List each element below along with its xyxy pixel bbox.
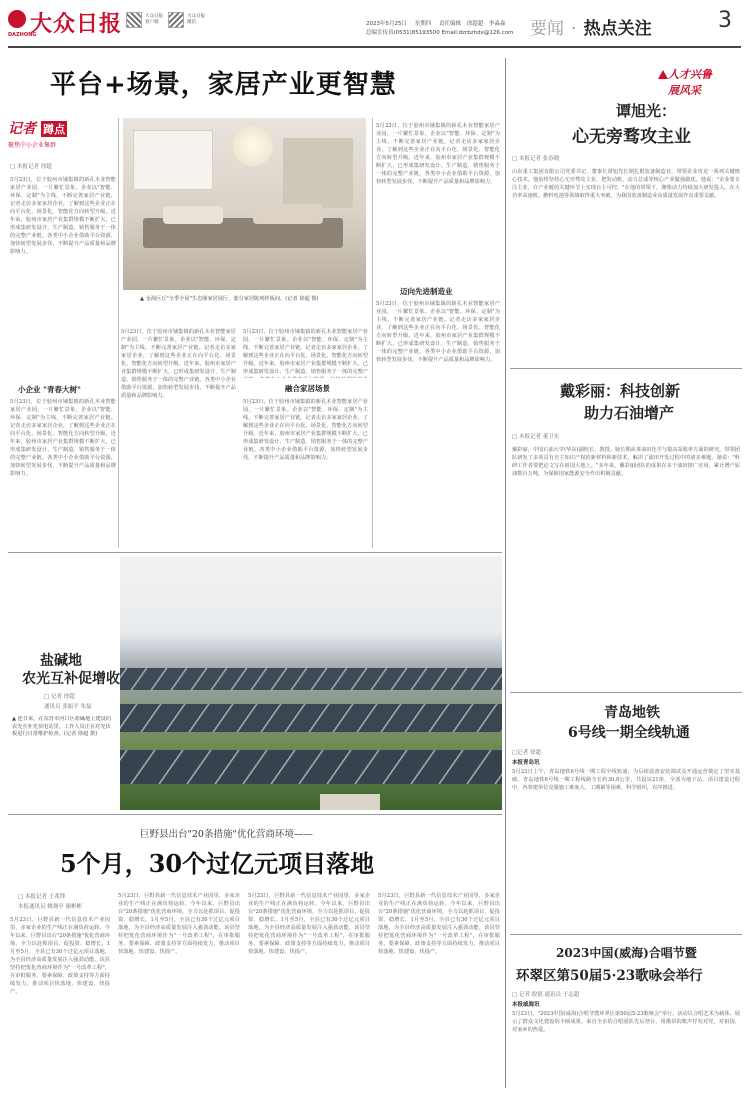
talent-brand [668,66,740,98]
lead-col-4: 5月23日，位于胶州市铺集镇的新孔木业智能家居产业园，一片繁忙景象。企业以"智能、环保、定制"为主线，不断完善家居产业链。记者走访多家家居企业，了解到这些企业正在向平台化、场景化、智能化方向转型升级。近年来，胶州市家居产业集群规模不断扩大，已形成集研发设计、生产制造、销售服务于一体的完整产业链。各类中小企业借助平台资源，加快转型发展步伐，不断提升产品质量和品牌影响力。 [376,123,500,185]
juye-byline-1: □ 本报记者 王兆锋 [18,894,66,900]
editor-label: 责任编辑 [439,21,462,27]
masthead-logo-icon [8,10,26,28]
salt-byline-2: 通讯员 张振平 朱磊 [44,704,92,710]
lead-col-3b: 5月23日，位于胶州市铺集镇的新孔木业智能家居产业园，一片繁忙景象。企业以"智能、环保、定制"为主线，不断完善家居产业链。记者走访多家家居企业，了解到这些企业正在向平台化、场景化、智能化方向转型升级。近年来，胶州市家居产业集群规模不断扩大，已形成集研发设计、生产制造、销售服务于一体的完整产业链。各类中小企业借助平台资源，加快转型发展步伐，不断提升产品质量和品牌影响力。 [243,399,368,461]
lead-col-4b: 5月23日，位于胶州市铺集镇的新孔木业智能家居产业园，一片繁忙景象。企业以"智能、环保、定制"为主线，不断完善家居产业链。记者走访多家家居企业，了解到这些企业正在向平台化、场景化、智能化方向转型升级。近年来，胶州市家居产业集群规模不断扩大，已形成集研发设计、生产制造、销售服务于一体的完整产业链。各类中小企业借助平台资源，加快转型发展步伐，不断提升产品质量和品牌影响力。 [376,301,500,363]
lead-subhead-3: 迈向先进制造业 [400,287,453,296]
dai-bottom-rule [510,692,742,693]
festival-byline: □ 记者 殷德 通讯员 于志超 [512,992,580,998]
badge-main: 记者 [8,121,36,137]
section-label: 要闻 [530,19,564,39]
festival-title-1: 2023中国(威海)合唱节暨 [556,946,697,960]
juye-col-3: 5月23日，巨野县新一代信息技术产业园里，多家企业的生产线正在满负荷运转。今年以来，巨野县出台"20条措施"优化营商环境，全力以赴抓项目、促投资、稳增长。1月至5月，全县已有30个过亿元项目落地，为全县经济高质量发展注入强劲动能。该县坚持把优化营商环境作为"一号改革工程"，在审批服务、要素保障、政策支持等方面持续发力，推动项目快落地、快建设、快投产。 [248,893,370,955]
lead-subhead-1: 小企业 "青春大树" [18,385,81,394]
wechat-qr-icon [168,12,184,28]
page-number: 3 [718,8,732,33]
reporter-badge [8,118,108,156]
festival-body: 5月23日，"2023中国(威海)合唱节暨环翠区第50届5·23歌咏会"举行。活动以合唱艺术为载体，展示了群众文化建设的丰硕成果。来自全市的合唱团队先后登台，用激昂的歌声抒发对党、对祖国、对家乡的热爱。 [512,1011,740,1033]
masthead-title: 大众日报 [30,11,123,37]
issue-weekday: 星期四 [414,21,432,27]
salt-title-1: 盐碱地 [40,653,82,669]
juye-kicker: 巨野县出台"20条措施"优化营商环境—— [140,829,313,840]
tan-byline: □ 本报记者 张春晓 [512,156,560,162]
metro-byline: □记者 徐超 [512,750,541,756]
editor-name: 徐超超 [466,21,484,27]
salt-photo [120,556,502,810]
masthead-subtitle: DAZHONG [8,32,37,38]
contact-line: 总编室传真(0531)85193500 Email:dzrbzhdx@126.com [366,30,514,36]
lead-bottom-rule [8,552,502,553]
badge-sub: 蹲点 [43,123,66,136]
lead-col-1b: 5月23日，位于胶州市铺集镇的新孔木业智能家居产业园，一片繁忙景象。企业以"智能、环保、定制"为主线，不断完善家居产业链。记者走访多家家居企业，了解到这些企业正在向平台化、场景化、智能化方向转型升级。近年来，胶州市家居产业集群规模不断扩大，已形成集研发设计、生产制造、销售服务于一体的完整产业链。各类中小企业借助平台资源，加快转型发展步伐，不断提升产品质量和品牌影响力。 [10,399,116,477]
talent-brand-2: 展风采 [668,84,701,97]
wechat-label: 大众日报 微信 [187,14,205,25]
juye-col-4: 5月23日，巨野县新一代信息技术产业园里，多家企业的生产线正在满负荷运转。今年以来，巨野县出台"20条措施"优化营商环境，全力以赴抓项目、促投资、稳增长。1月至5月，全县已有30个过亿元项目落地，为全县经济高质量发展注入强劲动能。该县坚持把优化营商环境作为"一号改革工程"，在审批服务、要素保障、政策支持等方面持续发力，推动项目快落地、快建设、快投产。 [378,893,500,955]
salt-bottom-rule [8,814,502,815]
juye-headline: 5个月，30个过亿元项目落地 [60,849,375,878]
salt-title-2: 农光互补促增收 [22,671,120,687]
lead-divider-1 [118,118,119,548]
juye-byline-2: 本报通讯员 姚观亭 谢彬彬 [18,904,82,910]
lead-col-1: 5月23日，位于胶州市铺集镇的新孔木业智能家居产业园，一片繁忙景象。企业以"智能、环保、定制"为主线，不断完善家居产业链。记者走访多家家居企业，了解到这些企业正在向平台化、场景化、智能化方向转型升级。近年来，胶州市家居产业集群规模不断扩大，已形成集研发设计、生产制造、销售服务于一体的完整产业链。各类中小企业借助平台资源，加快转型发展步伐，不断提升产品质量和品牌影响力。 [10,177,116,255]
issue-info [366,19,506,27]
tan-title: 心无旁骛攻主业 [572,127,691,147]
tan-body: 山东重工集团有限公司党委书记、董事长谭旭光长期扎根装备制造业，带领企业攻克一系列关键核心技术。他始终坚持心无旁骛攻主业，把发动机、动力总成等核心产业做强做优。他说："企业要专注主业，在产业链的关键环节上实现自主可控。"在他的带领下，潍柴动力持续加大研发投入，在大功率高速机、燃料电池等领域取得重大突破，为我国装备制造业高质量发展作出重要贡献。 [512,169,740,199]
lead-col-3: 5月23日，位于胶州市铺集镇的新孔木业智能家居产业园，一片繁忙景象。企业以"智能、环保、定制"为主线，不断完善家居产业链。记者走访多家家居企业，了解到这些企业正在向平台化、场景化、智能化方向转型升级。近年来，胶州市家居产业集群规模不断扩大，已形成集研发设计、生产制造、销售服务于一体的完整产 [243,329,368,375]
metro-dateline: 本报青岛讯 [512,760,540,766]
section-separator: · [571,19,577,39]
metro-title-2: 6号线一期全线轨通 [568,725,690,741]
juye-col-2: 5月23日，巨野县新一代信息技术产业园里，多家企业的生产线正在满负荷运转。今年以来，巨野县出台"20条措施"优化营商环境，全力以赴抓项目、促投资、稳增长。1月至5月，全县已有30个过亿元项目落地，为全县经济高质量发展注入强劲动能。该县坚持把优化营商环境作为"一号改革工程"，在审批服务、要素保障、政策支持等方面持续发力，推动项目快落地、快建设、快投产。 [118,893,240,955]
proof-name: 李淼淼 [489,21,506,27]
metro-bottom-rule [510,934,742,935]
festival-dateline: 本报威海讯 [512,1002,540,1008]
badge-tag: 聚焦中小企业集群 [8,142,57,149]
talent-brand-1: 人才兴鲁 [668,68,712,81]
salt-byline-1: □ 记者 徐超 [44,694,75,700]
lead-photo-caption: ▲ 金海巨丘"全季全屋"生态圈家居展厅，部分家居陈列样板间。(记者 徐超 摄) [140,296,319,302]
metro-title-1: 青岛地铁 [604,705,660,721]
metro-body: 5月23日上午，青岛地铁6号线一期工程全线轨通，为后续设备安装调试及开通运营奠定了坚实基础。青岛地铁6号线一期工程线路全长约30.8公里，共设站21座，全部为地下站。项目建设过程中，各参建单位克服施工难度大、工期紧等困难，科学组织，有序推进。 [512,769,740,791]
lead-col-2: 5月23日，位于胶州市铺集镇的新孔木业智能家居产业园，一片繁忙景象。企业以"智能、环保、定制"为主线，不断完善家居产业链。记者走访多家家居企业，了解到这些企业正在向平台化、场景化、智能化方向转型升级。近年来，胶州市家居产业集群规模不断扩大，已形成集研发设计、生产制造、销售服务于一体的完整产业链。各类中小企业借助平台资源，加快转型发展步伐，不断提升产品质量和品牌影响力。 [121,329,236,399]
app-label: 大众日报 客户端 [145,14,163,25]
lead-divider-2 [372,118,373,548]
dai-body: 戴彩丽，中国石油大学(华东)副校长、教授。她长期从事油田化学与提高采收率方面的研究，带领团队研发了多项具有自主知识产权的新材料和新技术，解决了油田开发过程中的诸多难题。她说："科研工作者要把论文写在祖国大地上。"多年来，戴彩丽团队的成果在多个油田推广应用，累计增产原油数百万吨，为保障国家能源安全作出积极贡献。 [512,447,740,477]
tan-name: 谭旭光： [616,102,677,120]
tan-bottom-rule [510,368,742,369]
issue-date: 2023年5月25日 [366,21,407,27]
section-tab [530,14,726,42]
header-rule [8,46,741,48]
masthead-block [8,6,208,42]
lead-byline: □ 本报记者 徐超 [10,164,52,170]
main-divider [505,58,506,1088]
column-label: 热点关注 [583,19,652,39]
festival-title-2: 环翠区第50届5·23歌咏会举行 [516,968,703,984]
dai-title: 助力石油增产 [584,404,675,422]
dai-byline: □ 本报记者 董卫东 [512,434,560,440]
talent-star-icon [658,70,668,79]
lead-subhead-2: 融合家居场景 [285,384,330,393]
lead-headline: 平台+场景，家居产业更智慧 [50,70,397,100]
juye-col-1: 5月23日，巨野县新一代信息技术产业园里，多家企业的生产线正在满负荷运转。今年以来，巨野县出台"20条措施"优化营商环境，全力以赴抓项目、促投资、稳增长。1月至5月，全县已有30个过亿元项目落地，为全县经济高质量发展注入强劲动能。该县坚持把优化营商环境作为"一号改革工程"，在审批服务、要素保障、政策支持等方面持续发力，推动项目快落地、快建设、快投产。 [10,917,110,995]
salt-caption: ▲ 连日来，在东营市河口区盐碱地上建设的农光互补光伏电站里，工作人员正在对光伏板进行日常维护检查。(记者 徐超 摄) [12,716,112,737]
dai-name: 戴彩丽：科技创新 [560,382,681,400]
lead-photo [123,118,366,290]
app-qr-icon [126,12,142,28]
